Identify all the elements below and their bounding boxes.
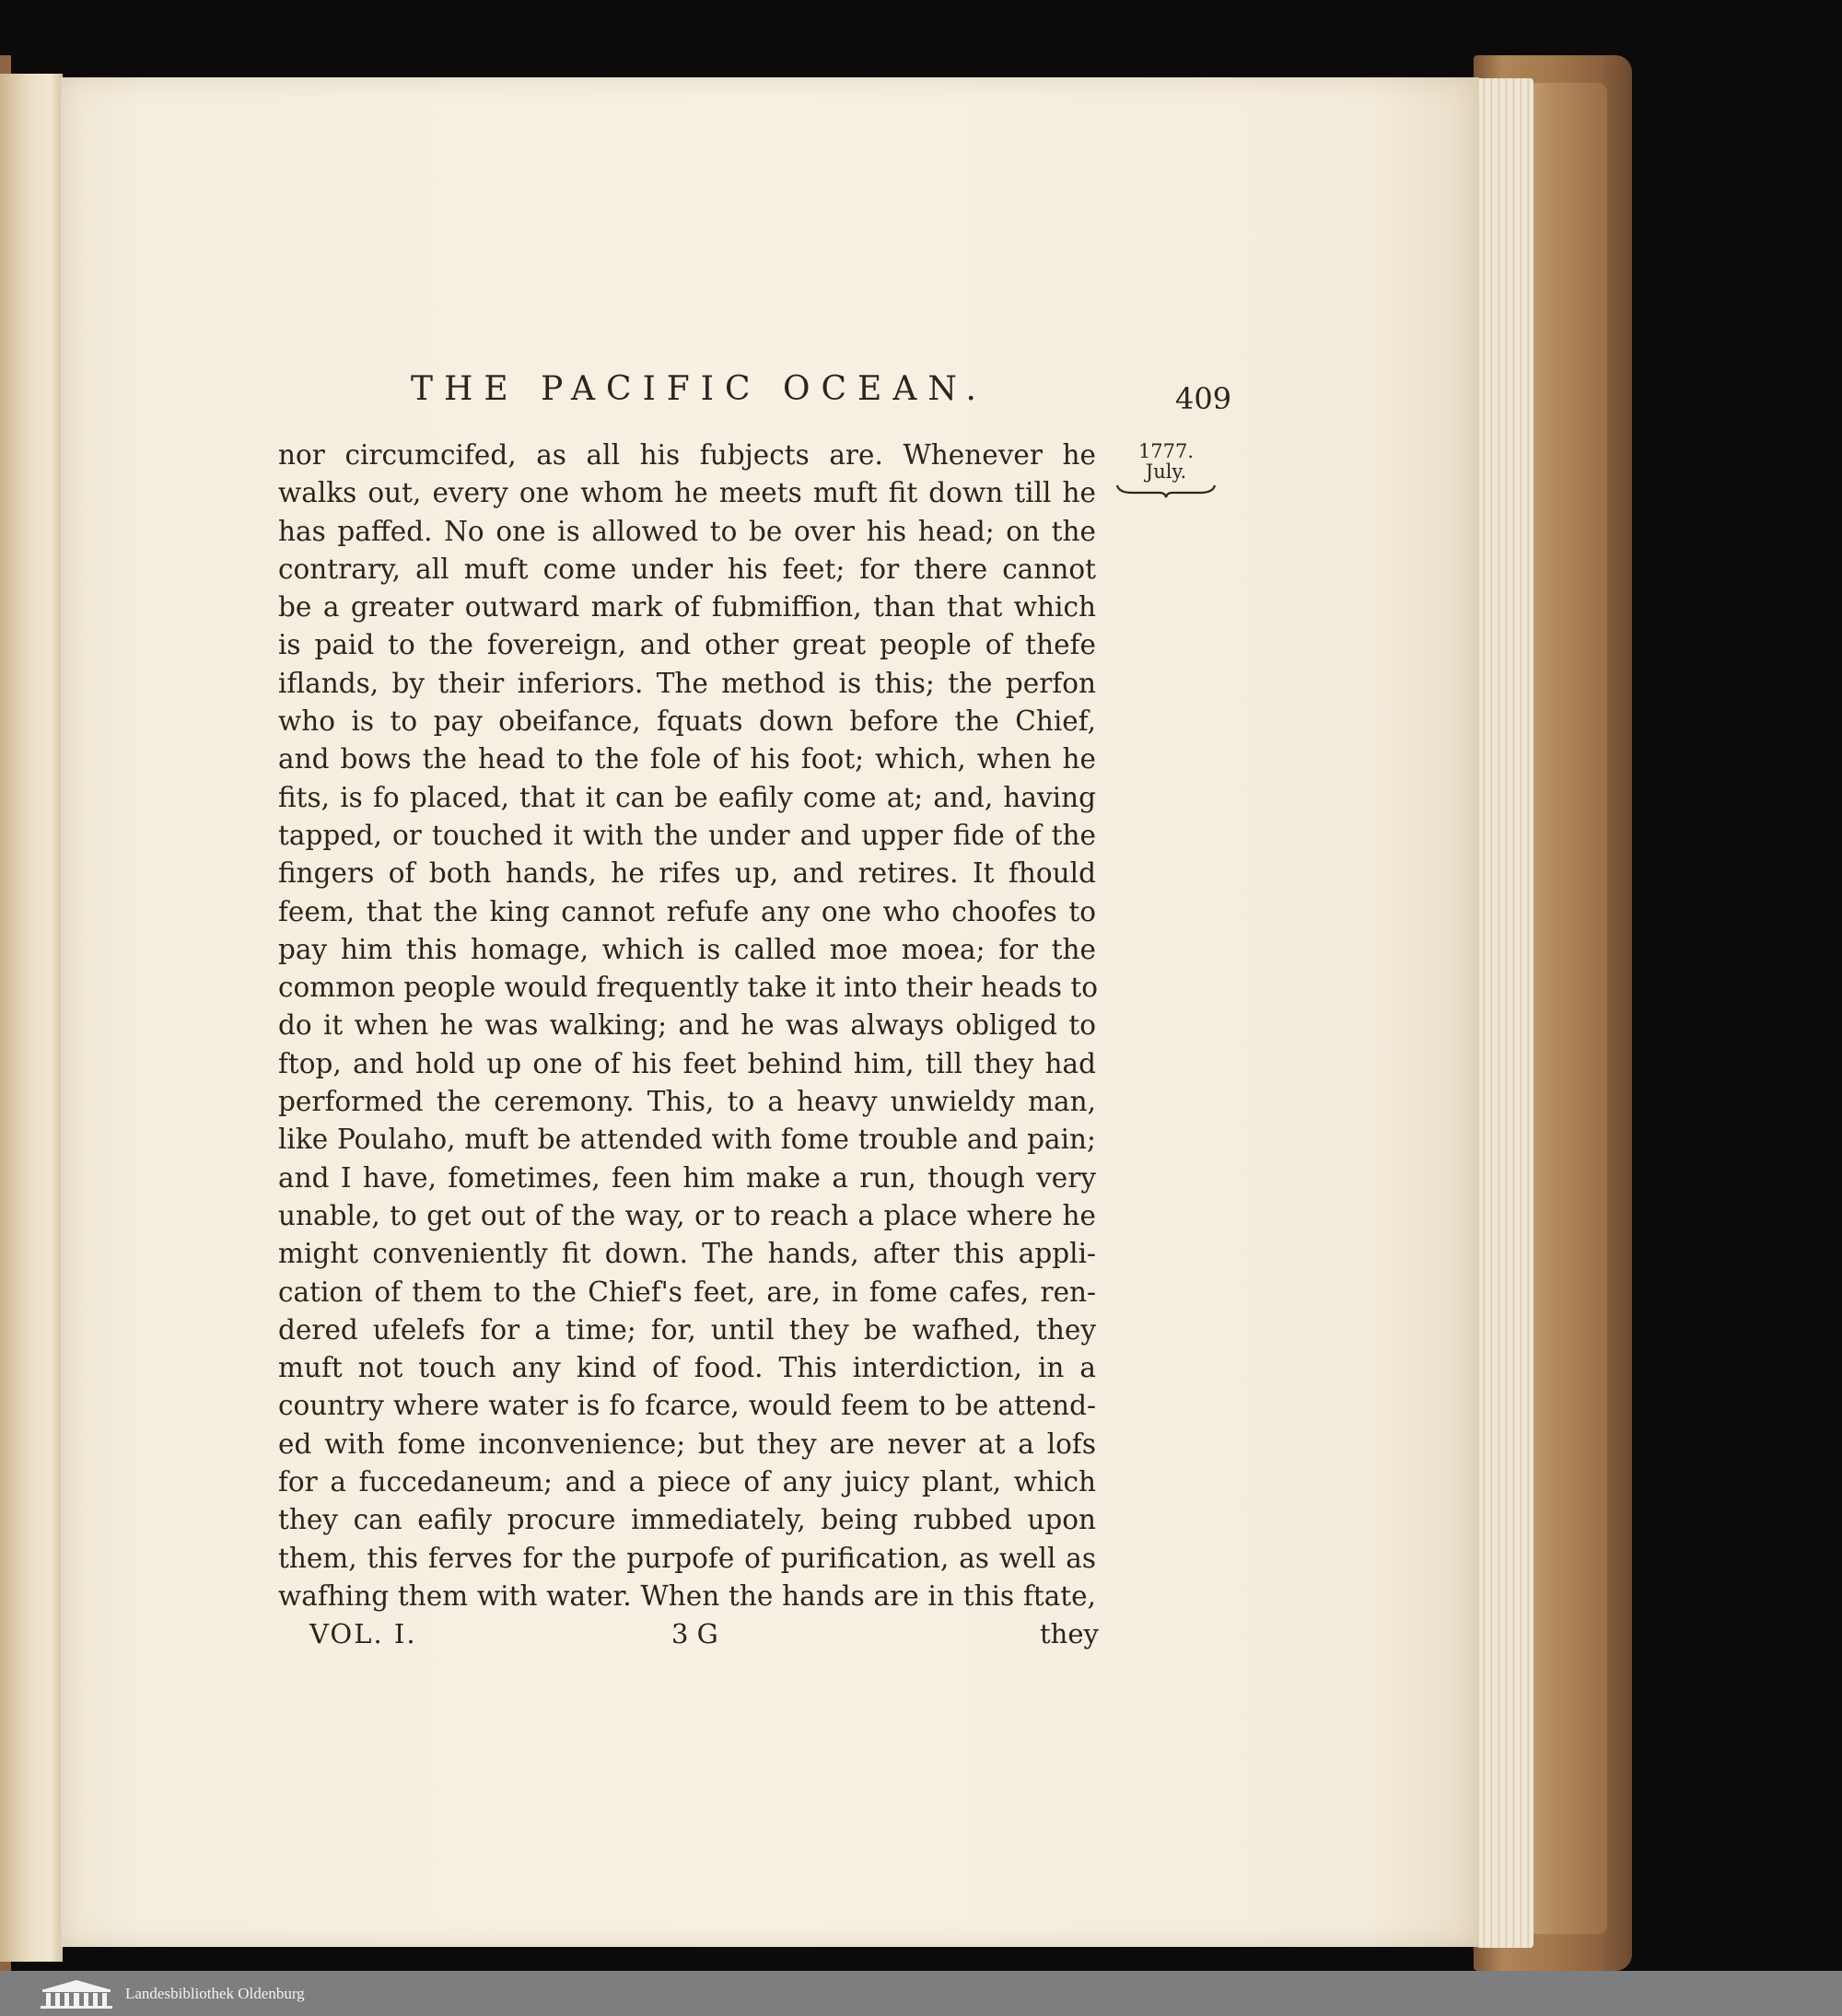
text-line: for a fuccedaneum; and a piece of any juicy plant, which [278, 1466, 1096, 1498]
text-line: wafhing them with water. When the hands are in this ftate, [278, 1579, 1096, 1612]
text-line: fits, is fo placed, that it can be eafily come at; and, having [278, 781, 1096, 813]
book-page [61, 77, 1479, 1947]
text-line: fingers of both hands, he rifes up, and retires. It fhould [278, 857, 1096, 890]
text-line: they can eafily procure immediately, being rubbed upon [278, 1504, 1096, 1536]
text-line: tapped, or touched it with the under and upper fide of the [278, 819, 1096, 851]
text-line: dered ufelefs for a time; for, until they be wafhed, they [278, 1313, 1096, 1346]
page-number: 409 [1175, 381, 1232, 416]
text-line: muft not touch any kind of food. This interdiction, in a [278, 1352, 1096, 1384]
text-line: unable, to get out of the way, or to reach a place where he [278, 1199, 1096, 1231]
running-head: THE PACIFIC OCEAN. [411, 370, 987, 408]
text-line: might conveniently fit down. The hands, after this appli- [278, 1238, 1096, 1270]
catchword: they [1040, 1618, 1099, 1649]
page-edges [1478, 78, 1533, 1948]
signature-mark: 3 G [671, 1618, 718, 1649]
text-line: and bows the head to the fole of his foot; which, when he [278, 743, 1096, 775]
margin-note-month: July. [1145, 460, 1187, 483]
text-line: like Poulaho, muft be attended with fome trouble and pain; [278, 1124, 1096, 1156]
text-line: do it when he was walking; and he was always obliged to [278, 1009, 1096, 1042]
text-line: country where water is fo fcarce, would feem to be attend- [278, 1390, 1096, 1422]
text-line: who is to pay obeifance, fquats down before the Chief, [278, 705, 1096, 738]
text-line: and I have, fometimes, feen him make a run, though very [278, 1161, 1096, 1194]
credit-text: Landesbibliothek Oldenburg [125, 1984, 305, 2002]
text-line: walks out, every one whom he meets muft fit down till he [278, 477, 1096, 509]
text-line: is paid to the fovereign, and other great people of thefe [278, 629, 1096, 661]
left-page-edge [0, 74, 63, 1962]
margin-note-year: 1777. [1137, 440, 1195, 462]
margin-note [1115, 441, 1217, 498]
text-line: contrary, all muft come under his feet; for there cannot [278, 553, 1096, 585]
text-line: them, this ferves for the purpofe of purification, as well as [278, 1542, 1096, 1574]
library-building-icon [35, 1978, 118, 2010]
text-line: ftop, and hold up one of his feet behind him, till they had [278, 1047, 1096, 1079]
text-line: be a greater outward mark of fubmiffion, than that which [278, 591, 1096, 623]
credit-bar [0, 1971, 1842, 2016]
text-line: performed the ceremony. This, to a heavy unwieldy man, [278, 1086, 1096, 1118]
text-line: feem, that the king cannot refufe any one who choofes to [278, 895, 1096, 927]
body-text [278, 437, 1099, 1615]
text-line: iflands, by their inferiors. The method is this; the perfon [278, 667, 1096, 699]
volume-label: VOL. I. [309, 1618, 417, 1649]
brace-icon [1115, 482, 1217, 498]
text-line: pay him this homage, which is called moe moea; for the [278, 933, 1096, 965]
text-line: cation of them to the Chief's feet, are, in fome cafes, ren- [278, 1276, 1096, 1308]
text-line: common people would frequently take it into their heads to [278, 972, 1099, 1004]
text-line: ed with fome inconvenience; but they are never at a lofs [278, 1428, 1096, 1460]
text-line: nor circumcifed, as all his fubjects are. Whenever he [278, 439, 1096, 471]
text-line: has paffed. No one is allowed to be over his head; on the [278, 515, 1096, 547]
